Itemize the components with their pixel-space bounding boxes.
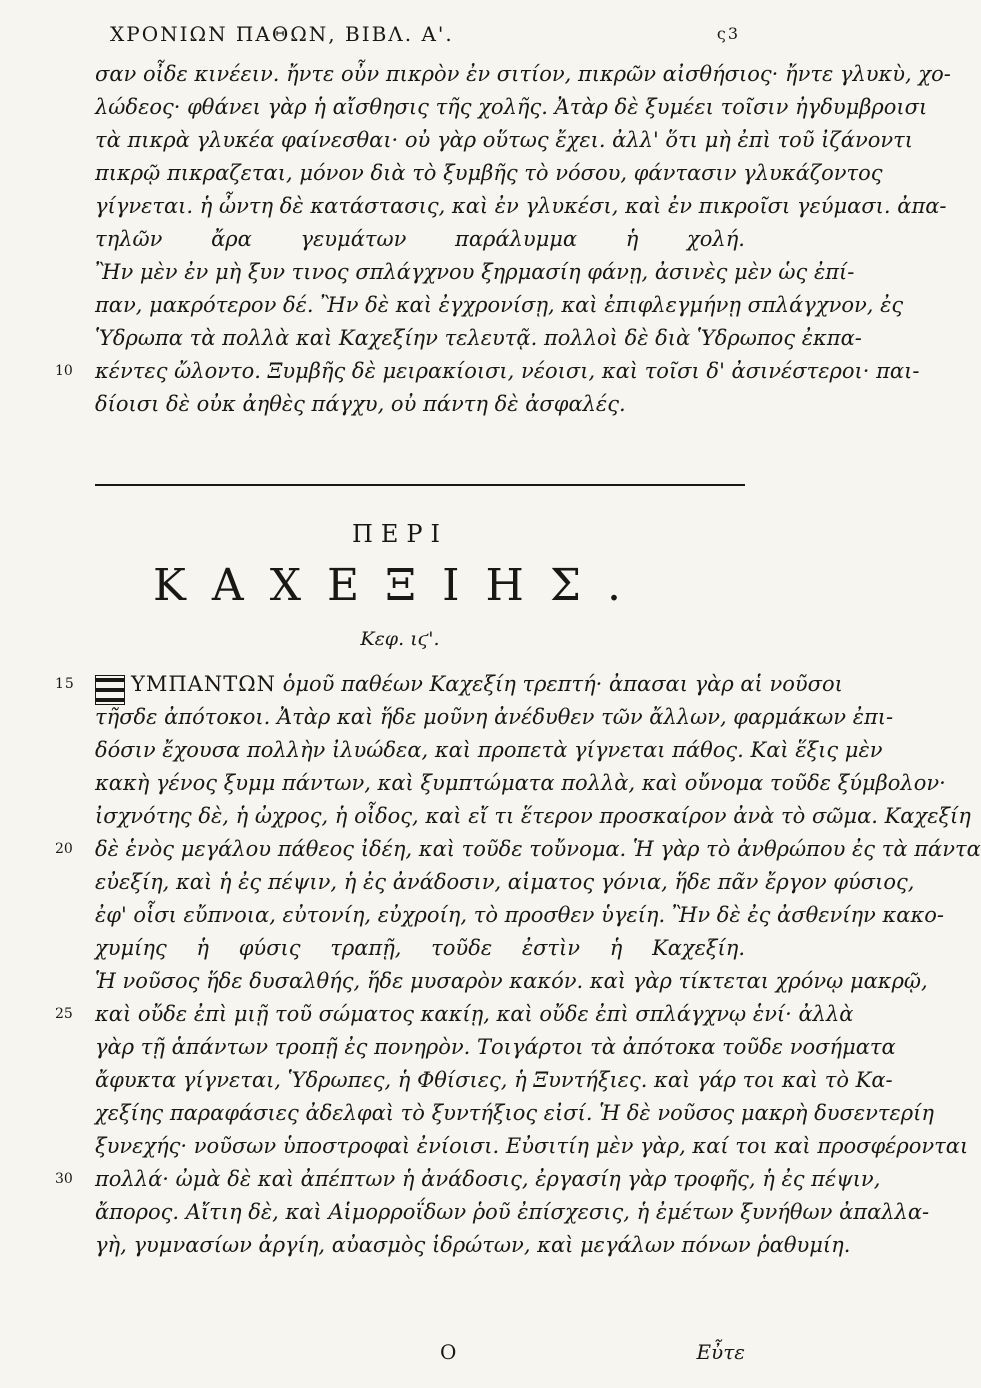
- line-text: ξυνεχής· νοῦσων ὑποστροφαὶ ἐνίοισι. Εὐσιτίη μὲν γὰρ, καί τοι καὶ προσφέρονται: [95, 1134, 969, 1158]
- line-number: 25: [55, 1006, 73, 1022]
- text-line: [95, 701, 894, 734]
- line-text: ἐφ' οἷσι εὔπνοια, εὐτονίη, εὐχροίη, τὸ προσθεν ὑγείη. Ἢν δὲ ἐς ἀσθενίην κακο-: [95, 903, 944, 927]
- text-line: [55, 1163, 881, 1196]
- line-text: ὁμοῦ παθέων Καχεξίη τρεπτή· ἀπασαι γὰρ αἱ νοῦσοι: [276, 672, 843, 696]
- line-text: κακὴ γένος ξυμμ πάντων, καὶ ξυμπτώματα πολλὰ, καὶ οὔνομα τοῦδε ξύμβολον·: [95, 771, 946, 795]
- line-text: Ἢν μὲν ἐν μὴ ξυν τινος σπλάγχνου ξηρμασίη φάνῃ, ἀσινὲς μὲν ὡς ἐπί-: [95, 260, 855, 284]
- text-line: [95, 965, 928, 998]
- line-number: 10: [55, 363, 73, 379]
- top-passage: [55, 58, 951, 421]
- text-line: [95, 256, 855, 289]
- text-line: [95, 289, 904, 322]
- chapter-label: Κεφ. ιϛ'.: [360, 628, 440, 650]
- line-text: παν, μακρότερον δέ. Ἢν δὲ καὶ ἐγχρονίσῃ, καὶ ἐπιφλεγμήνῃ σπλάγχνον, ἐς: [95, 293, 904, 317]
- text-line: [55, 833, 981, 866]
- text-line: [95, 1097, 934, 1130]
- text-line: [95, 1196, 930, 1229]
- text-line: [95, 58, 951, 91]
- text-line: [95, 734, 883, 767]
- section-title: ΚΑΧΕΞΙΗΣ.: [153, 560, 647, 611]
- text-line: [95, 899, 944, 932]
- text-line: [95, 322, 862, 355]
- line-number: 30: [55, 1171, 73, 1187]
- line-text: εὐεξίη, καὶ ἡ ἐς πέψιν, ἡ ἐς ἀνάδοσιν, αἱματος γόνια, ἥδε πᾶν ἔργον φύσιος,: [95, 870, 915, 894]
- text-line: [95, 1064, 893, 1097]
- text-line: [95, 388, 745, 421]
- text-line: [55, 998, 854, 1031]
- text-line: [95, 190, 947, 223]
- line-text: σαν οἶδε κινέειν. ἤντε οὖν πικρὸν ἐν σιτίον, πικρῶν αἰσθήσιος· ἤντε γλυκὺ, χο-: [95, 62, 951, 86]
- line-text: δὲ ἑνὸς μεγάλου πάθεος ἰδέη, καὶ τοῦδε τοὔνομα. Ἡ γὰρ τὸ ἀνθρώπου ἐς τὰ πάντα: [95, 837, 981, 861]
- line-text: γὴ, γυμνασίων ἀργίη, αὐασμὸς ἱδρώτων, καὶ μεγάλων πόνων ῥαθυμίη.: [95, 1233, 851, 1257]
- text-line: [95, 124, 914, 157]
- page-number: ς3: [716, 24, 740, 43]
- line-text: καὶ οὔδε ἐπὶ μιῇ τοῦ σώματος κακίῃ, καὶ οὔδε ἐπὶ σπλάγχνῳ ἑνί· ἀλλὰ: [95, 1002, 854, 1026]
- text-line: [55, 668, 843, 701]
- line-text: ἄπορος. Αἴτιη δὲ, καὶ Αἱμορροΐδων ῥοῦ ἐπίσχεσις, ἡ ἐμέτων ξυνήθων ἀπαλλα-: [95, 1200, 930, 1224]
- line-number: 15: [55, 676, 75, 692]
- text-line: [95, 932, 745, 965]
- line-text: τηλῶν ἄρα γευμάτων παράλυμμα ἡ χολή.: [95, 227, 745, 251]
- line-text: λώδεος· φθάνει γὰρ ἡ αἴσθησις τῆς χολῆς. Ἀτὰρ δὲ ξυμέει τοῖσιν ἠγδυμβροισι: [95, 95, 928, 119]
- line-text: πικρῷ πικραζεται, μόνον διὰ τὸ ξυμβῆς τὸ νόσου, φάντασιν γλυκάζοντος: [95, 161, 883, 185]
- text-line: [95, 1031, 896, 1064]
- text-line: [95, 1229, 851, 1262]
- running-title: ΧΡΟΝΙΩΝ ΠΑΘΩΝ, ΒΙΒΛ. Α'.: [110, 22, 454, 46]
- line-text: γὰρ τῇ ἁπάντων τροπῇ ἐς πονηρὸν. Τοιγάρτοι τὰ ἀπότοκα τοῦδε νοσήματα: [95, 1035, 896, 1059]
- line-text: δίοισι δὲ οὐκ ἀηθὲς πάγχυ, οὐ πάντη δὲ ἀσφαλές.: [95, 392, 626, 416]
- text-line: [95, 91, 928, 124]
- text-line: [95, 866, 915, 899]
- line-text: τῆσδε ἀπότοκοι. Ἀτὰρ καὶ ἥδε μοῦνη ἀνέδυθεν τῶν ἄλλων, φαρμάκων ἐπι-: [95, 705, 894, 729]
- signature-mark: Ο: [440, 1340, 457, 1364]
- text-line: [95, 1130, 969, 1163]
- section-peri: ΠΕΡΙ: [351, 520, 449, 548]
- line-text: χυμίης ἡ φύσις τραπῇ, τοῦδε ἐστὶν ἡ Καχεξίη.: [95, 936, 745, 960]
- text-line: [55, 355, 920, 388]
- line-text: γίγνεται. ἡ ὦντη δὲ κατάστασις, καὶ ἐν γλυκέσι, καὶ ἐν πικροῖσι γεύμασι. ἀπα-: [95, 194, 947, 218]
- text-line: [95, 157, 883, 190]
- catchword: Εὖτε: [696, 1340, 745, 1364]
- section-divider: [95, 484, 745, 486]
- small-caps-opening: ΥΜΠΑΝΤΩΝ: [131, 672, 277, 696]
- line-text: ἰσχνότης δὲ, ἡ ὠχρος, ἡ οἶδος, καὶ εἴ τι ἕτερον προσκαίρον ἀνὰ τὸ σῶμα. Καχεξίη: [95, 804, 971, 828]
- text-line: [95, 800, 971, 833]
- line-text: δόσιν ἔχουσα πολλὴν ἰλυώδεα, καὶ προπετὰ γίγνεται πάθος. Καὶ ἕξις μὲν: [95, 738, 883, 762]
- line-text: χεξίης παραφάσιες ἀδελφαὶ τὸ ξυντήξιος εἰσί. Ἡ δὲ νοῦσος μακρὴ δυσεντερίη: [95, 1101, 934, 1125]
- text-line: [95, 767, 946, 800]
- line-number: 20: [55, 841, 73, 857]
- line-text: πολλά· ὠμὰ δὲ καὶ ἀπέπτων ἡ ἀνάδοσις, ἐργασίη γὰρ τροφῆς, ἡ ἐς πέψιν,: [95, 1167, 881, 1191]
- line-text: Ὑδρωπα τὰ πολλὰ καὶ Καχεξίην τελευτᾷ. πολλοὶ δὲ διὰ Ὑδρωπος ἐκπα-: [95, 326, 862, 350]
- line-text: ἄφυκτα γίγνεται, Ὑδρωπες, ἡ Φθίσιες, ἡ Ξυντήξιες. καὶ γάρ τοι καὶ τὸ Κα-: [95, 1068, 893, 1092]
- line-text: Ἡ νοῦσος ἥδε δυσαλθής, ἥδε μυσαρὸν κακόν. καὶ γὰρ τίκτεται χρόνῳ μακρῷ,: [95, 969, 928, 993]
- line-text: κέντες ὤλοντο. Ξυμβῆς δὲ μειρακίοισι, νέοισι, καὶ τοῖσι δ' ἀσινέστεροι· παι-: [95, 359, 920, 383]
- line-text: τὰ πικρὰ γλυκέα φαίνεσθαι· οὐ γὰρ οὕτως ἔχει. ἀλλ' ὅτι μὴ ἐπὶ τοῦ ἰζάνοντι: [95, 128, 914, 152]
- text-line: [95, 223, 745, 256]
- main-passage: [55, 668, 981, 1262]
